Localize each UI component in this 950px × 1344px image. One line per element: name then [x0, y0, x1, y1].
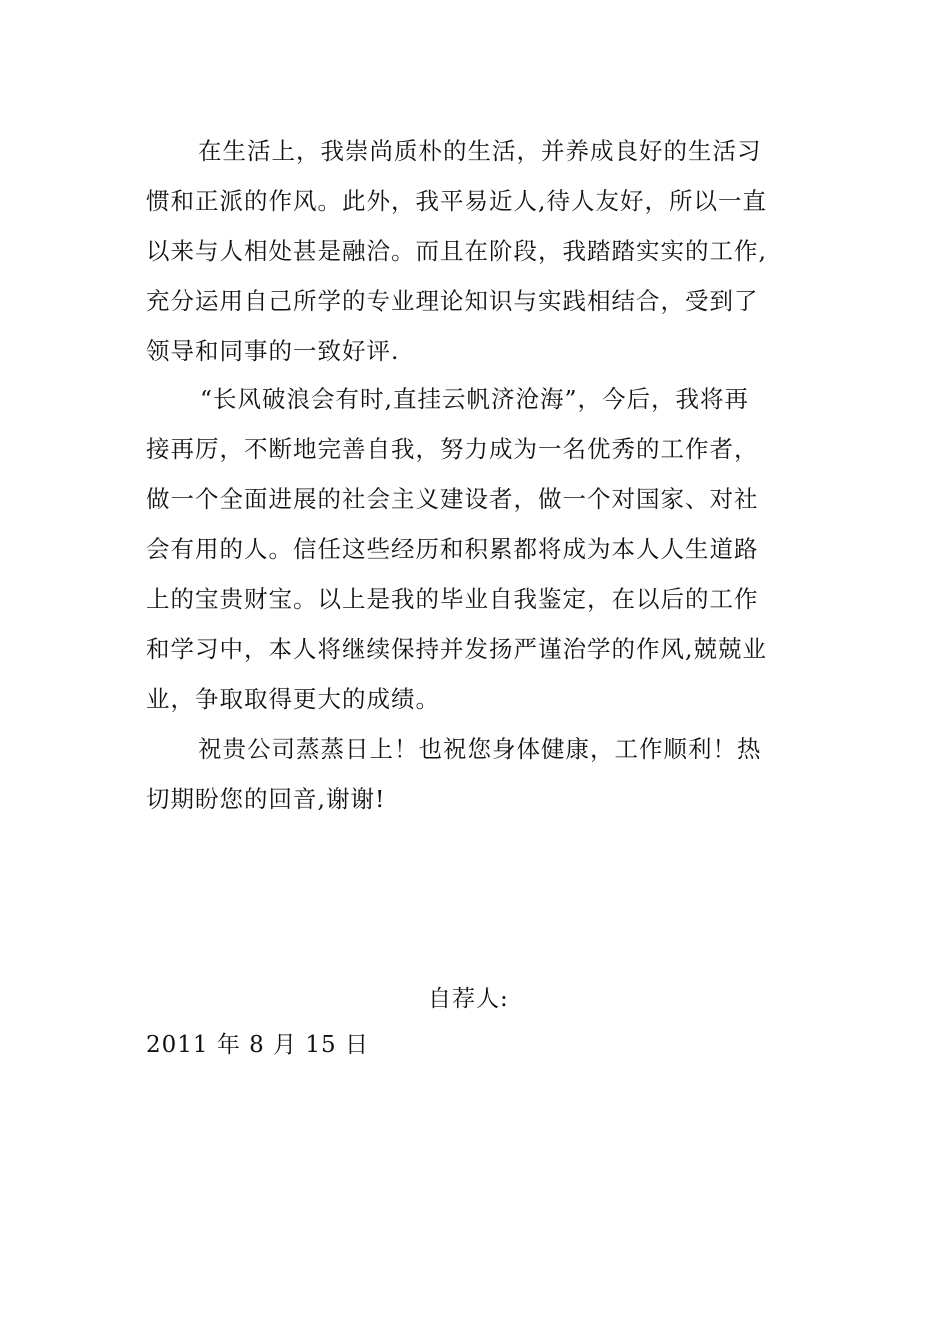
paragraph-3-line-2: 切期盼您的回音,谢谢! — [146, 785, 386, 813]
paragraph-1-line-1: 在生活上，我崇尚质朴的生活，并养成良好的生活习 — [198, 137, 762, 165]
paragraph-2-line-7: 业，争取取得更大的成绩。 — [146, 685, 440, 713]
paragraph-3-line-1: 祝贵公司蒸蒸日上！也祝您身体健康，工作顺利！热 — [198, 735, 762, 763]
paragraph-2-line-3: 做一个全面进展的社会主义建设者，做一个对国家、对社 — [146, 485, 759, 513]
paragraph-1-line-2: 惯和正派的作风。此外，我平易近人,待人友好，所以一直 — [146, 187, 767, 215]
paragraph-2-line-6: 和学习中，本人将继续保持并发扬严谨治学的作风,兢兢业 — [146, 635, 767, 663]
signature-date: 2011 年 8 月 15 日 — [146, 1032, 369, 1058]
paragraph-2-line-5: 上的宝贵财宝。以上是我的毕业自我鉴定，在以后的工作 — [146, 585, 759, 613]
signer-label: 自荐人: — [428, 986, 509, 1012]
paragraph-1-line-4: 充分运用自己所学的专业理论知识与实践相结合，受到了 — [146, 287, 759, 315]
paragraph-2-line-2: 接再厉，不断地完善自我，努力成为一名优秀的工作者， — [146, 435, 759, 463]
paragraph-1-line-3: 以来与人相处甚是融洽。而且在阶段，我踏踏实实的工作, — [146, 237, 767, 265]
paragraph-2-line-4: 会有用的人。信任这些经历和积累都将成为本人人生道路 — [146, 535, 759, 563]
paragraph-2-line-1: “长风破浪会有时,直挂云帆济沧海”，今后，我将再 — [200, 385, 749, 413]
paragraph-1-line-5: 领导和同事的一致好评. — [146, 337, 400, 365]
